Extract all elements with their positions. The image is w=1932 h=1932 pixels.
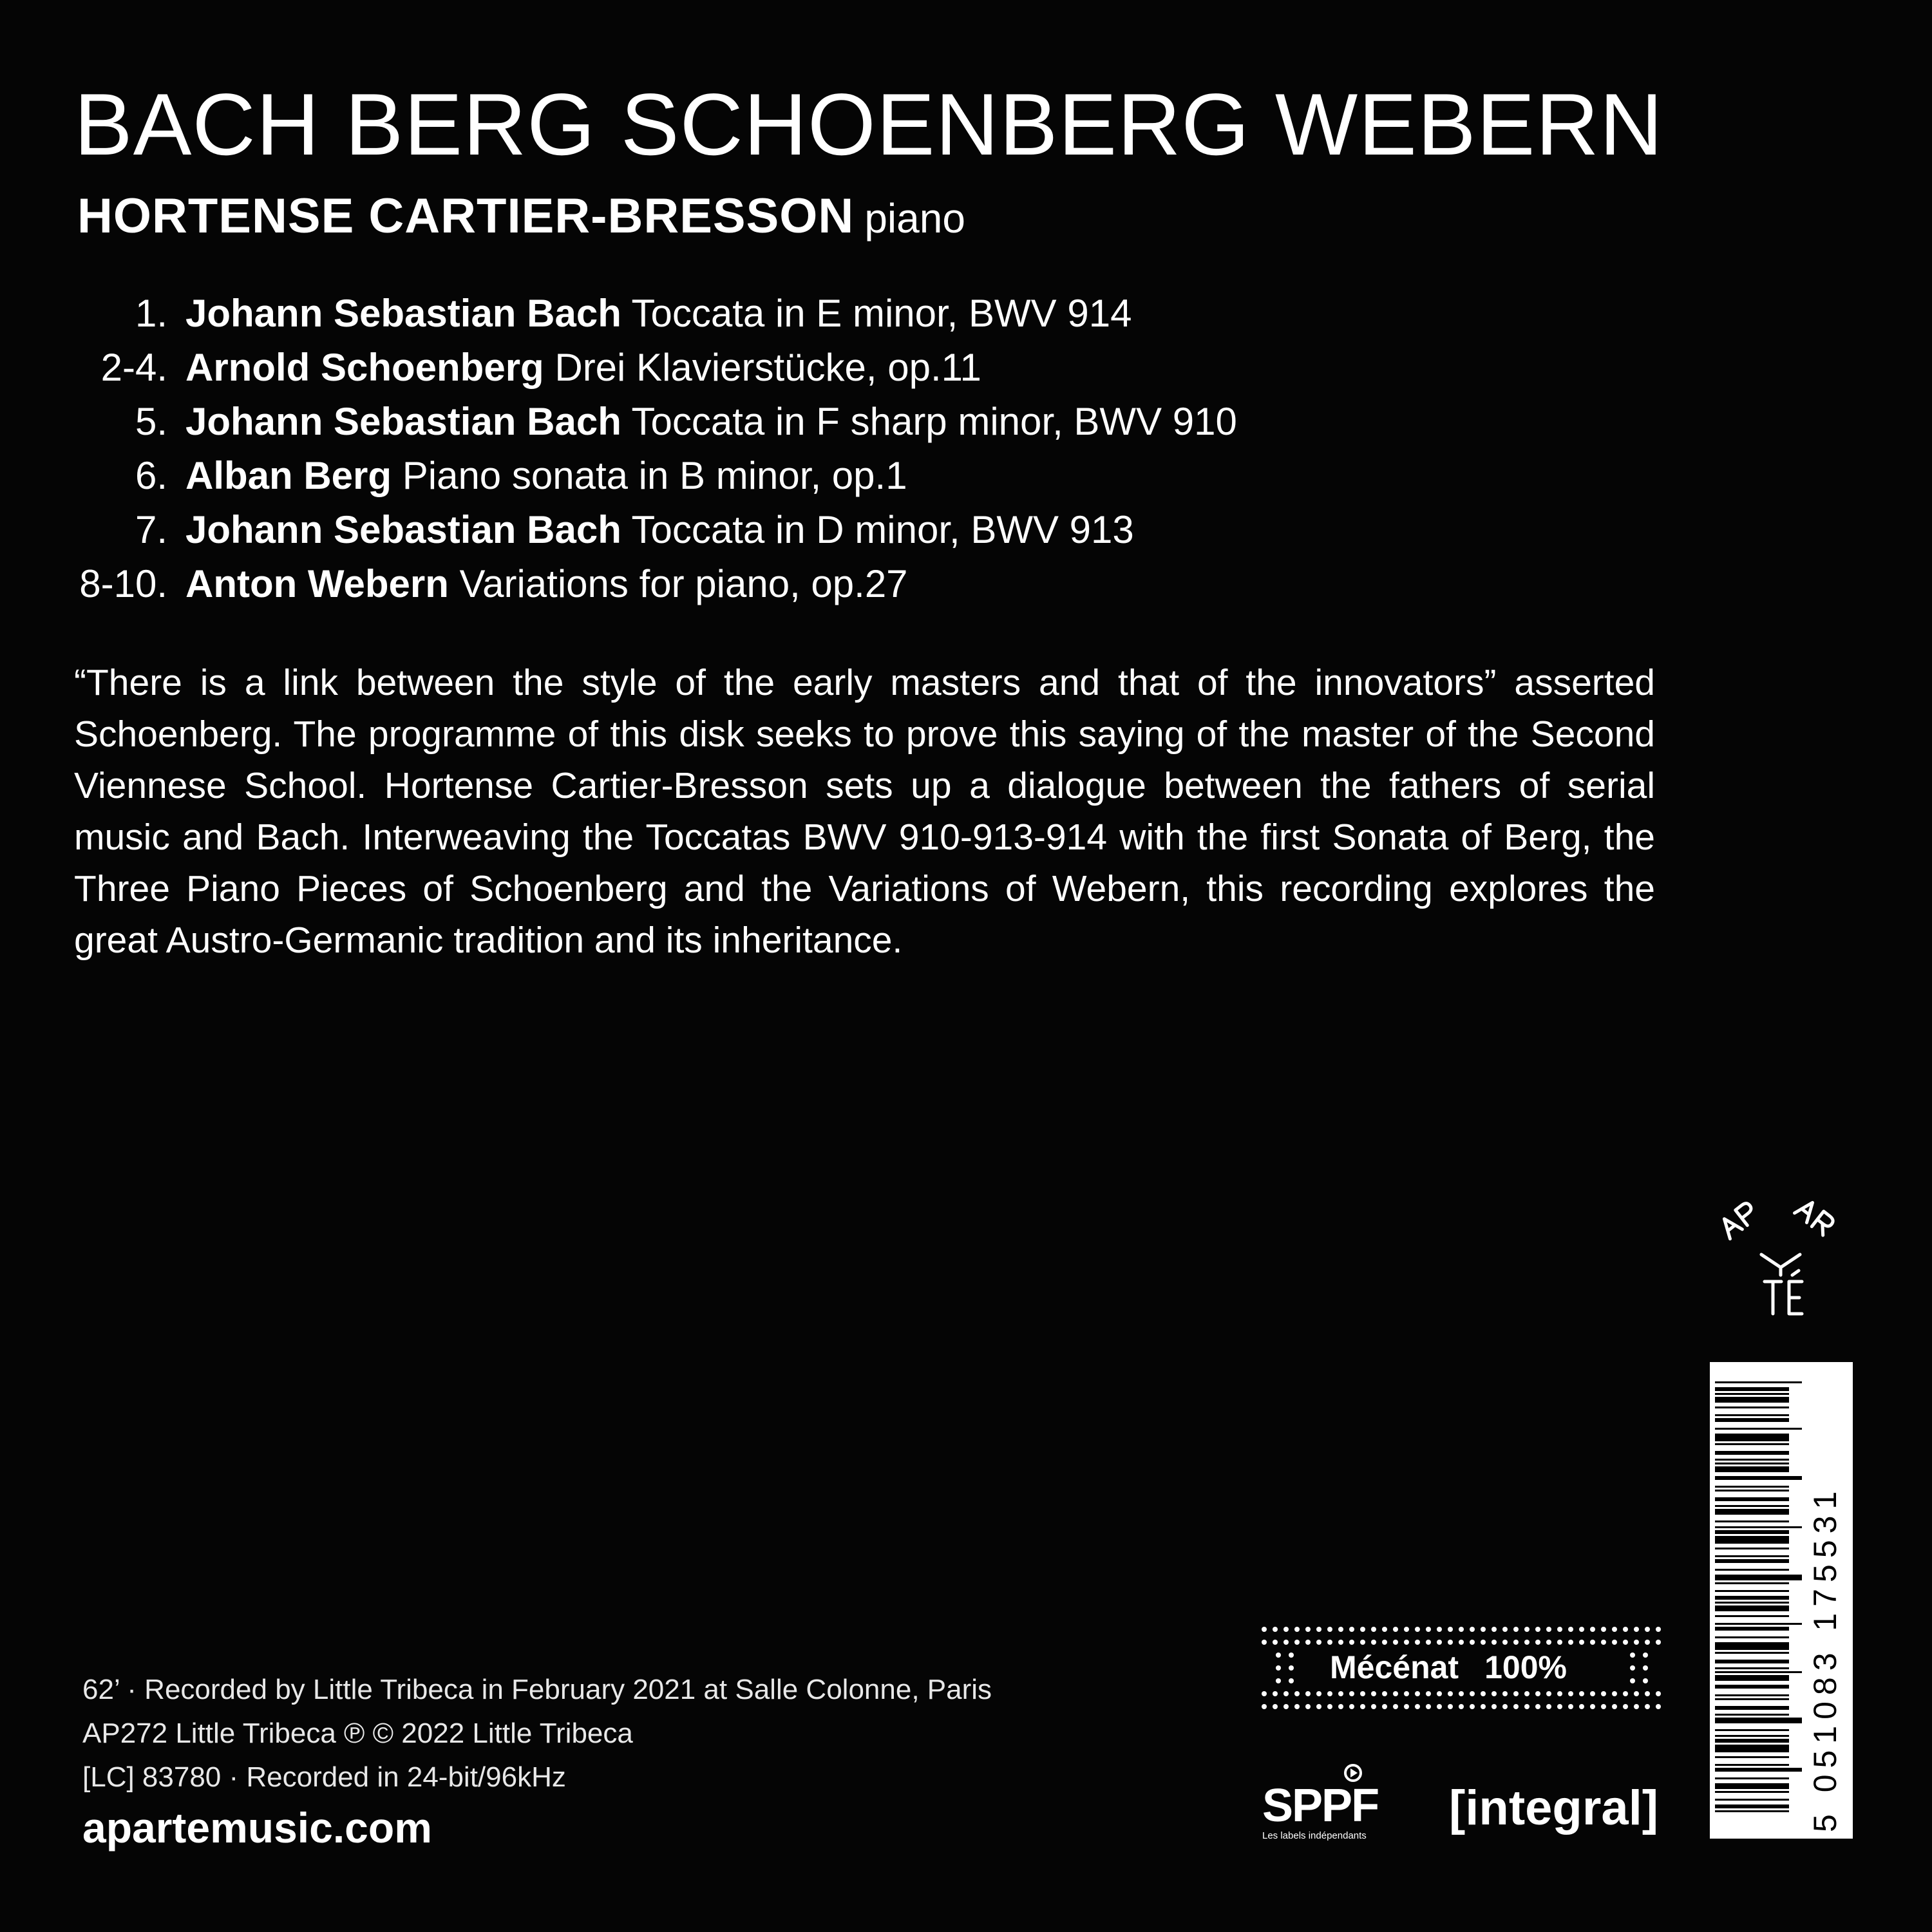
mecenat-badge: [1330, 1649, 1567, 1686]
track-work: Toccata in D minor, BWV 913: [631, 508, 1134, 551]
track-number: 6.: [135, 454, 167, 497]
aparte-logo-icon: [1700, 1179, 1861, 1320]
track-composer: Johann Sebastian Bach: [185, 292, 621, 335]
track-number: 8-10.: [79, 562, 167, 605]
mecenat-label: Mécénat: [1330, 1649, 1459, 1685]
sppf-logo: SPPF: [1262, 1780, 1379, 1832]
artist-name: HORTENSE CARTIER-BRESSON: [77, 189, 855, 243]
track-work: Toccata in E minor, BWV 914: [631, 292, 1132, 335]
track-composer: Arnold Schoenberg: [185, 346, 544, 389]
track-item: [0, 557, 1481, 611]
credit-line: [LC] 83780 · Recorded in 24-bit/96kHz: [82, 1761, 566, 1793]
track-item: [0, 341, 1481, 395]
track-work: Piano sonata in B minor, op.1: [402, 454, 907, 497]
album-title: BACH BERG SCHOENBERG WEBERN: [74, 75, 1663, 173]
play-icon: [1343, 1763, 1363, 1783]
track-item: [0, 449, 1481, 503]
artist-instrument: piano: [864, 195, 965, 242]
barcode-digits: 5 051083 175531: [1807, 1484, 1843, 1832]
mecenat-value: 100%: [1484, 1649, 1567, 1685]
barcode: [1710, 1362, 1853, 1839]
track-work: Drei Klavierstücke, op.11: [554, 346, 981, 389]
track-composer: Johann Sebastian Bach: [185, 400, 621, 443]
credit-line: AP272 Little Tribeca ℗ © 2022 Little Tribeca: [82, 1718, 633, 1749]
integral-logo: [integral]: [1449, 1781, 1659, 1835]
credits-block: [82, 1668, 992, 1799]
track-composer: Johann Sebastian Bach: [185, 508, 621, 551]
track-item: [0, 395, 1481, 449]
track-number: 7.: [135, 508, 167, 551]
track-item: [0, 503, 1481, 557]
track-item: [0, 287, 1481, 341]
track-work: Toccata in F sharp minor, BWV 910: [631, 400, 1237, 443]
artist-line: [77, 189, 965, 243]
track-composer: Anton Webern: [185, 562, 449, 605]
track-list: [0, 287, 1481, 611]
credit-line: 62’ · Recorded by Little Tribeca in February 2021 at Salle Colonne, Paris: [82, 1674, 992, 1705]
track-number: 1.: [135, 292, 167, 335]
sppf-subtitle: Les labels indépendants: [1262, 1830, 1367, 1841]
track-work: Variations for piano, op.27: [459, 562, 908, 605]
album-description: “There is a link between the style of the early masters and that of the innovators” asserted Schoenberg. The programme of this disk seeks to prove this saying of the master of the Second Viennese School. Hortense Cartier-Bresson sets up a dialogue between the fathers of serial music and Bach. Interweaving the Toccatas BWV 910-913-914 with the first Sonata of Berg, the Three Piano Pieces of Schoenberg and the Variations of Webern, this recording explores the great Austro-Germanic tradition and its inheritance.: [74, 662, 1655, 961]
track-number: 5.: [135, 400, 167, 443]
website-link[interactable]: apartemusic.com: [82, 1804, 432, 1852]
track-number: 2-4.: [100, 346, 167, 389]
track-composer: Alban Berg: [185, 454, 392, 497]
